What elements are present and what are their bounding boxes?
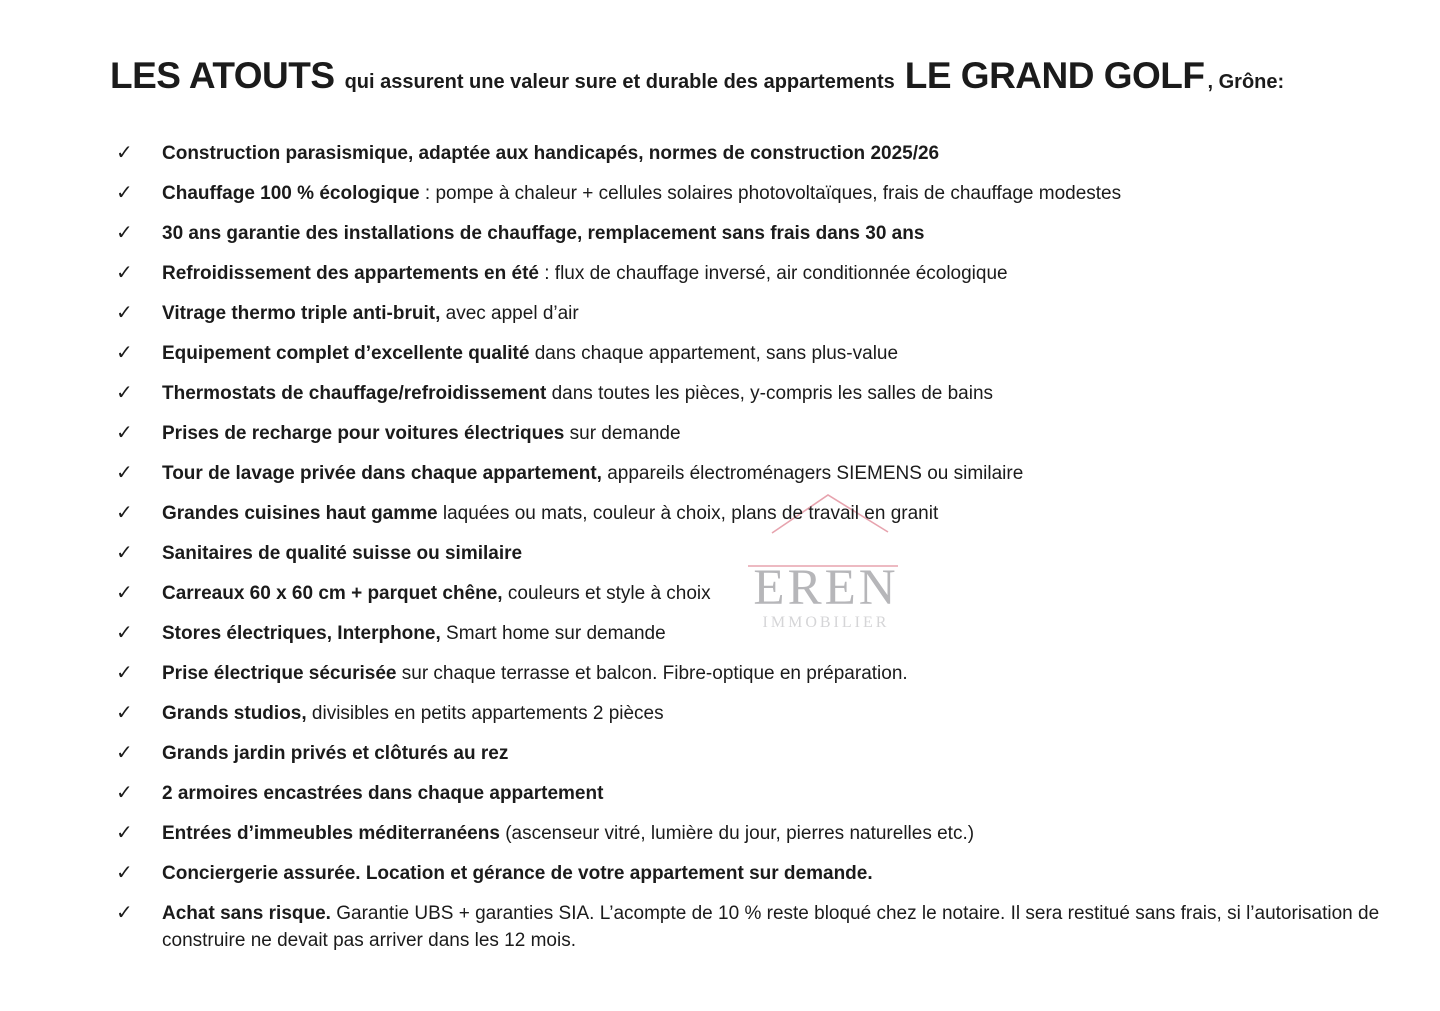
feature-bold-text: Grandes cuisines haut gamme (162, 503, 438, 524)
feature-item (110, 340, 1395, 367)
feature-bold-text: Carreaux 60 x 60 cm + parquet chêne, (162, 583, 503, 604)
feature-bold-text: Equipement complet d’excellente qualité (162, 343, 530, 364)
feature-regular-text: avec appel d’air (440, 303, 579, 324)
feature-item (110, 860, 1395, 887)
feature-bold-text: Entrées d’immeubles méditerranéens (162, 823, 500, 844)
feature-regular-text: Smart home sur demande (440, 623, 666, 644)
title-lead: LES ATOUTS (110, 55, 335, 96)
feature-bold-text: Refroidissement des appartements en été (162, 263, 539, 284)
title-project-name: LE GRAND GOLF (904, 55, 1205, 96)
title-location: , Grône: (1207, 71, 1285, 93)
feature-bold-text: Vitrage thermo triple anti-bruit, (162, 303, 441, 324)
features-list (110, 140, 1395, 954)
feature-bold-text: Construction parasismique, adaptée aux handicapés, normes de construction 2025/26 (162, 143, 940, 164)
feature-bold-text: 2 armoires encastrées dans chaque appartement (162, 783, 604, 804)
feature-item (110, 780, 1395, 807)
feature-item (110, 180, 1395, 207)
feature-item (110, 660, 1395, 687)
feature-item (110, 500, 1395, 527)
title-middle: qui assurent une valeur sure et durable des appartements (344, 71, 895, 93)
feature-item (110, 540, 1395, 567)
checkmark-icon: ✓ (116, 742, 133, 764)
feature-bold-text: Grands jardin privés et clôturés au rez (162, 743, 509, 764)
checkmark-icon: ✓ (116, 862, 133, 884)
checkmark-icon: ✓ (116, 822, 133, 844)
checkmark-icon: ✓ (116, 222, 133, 244)
feature-regular-text: dans toutes les pièces, y-compris les salles de bains (546, 383, 994, 404)
checkmark-icon: ✓ (116, 262, 133, 284)
feature-regular-text: couleurs et style à choix (502, 583, 711, 604)
feature-regular-text: (ascenseur vitré, lumière du jour, pierres naturelles etc.) (499, 823, 975, 844)
checkmark-icon: ✓ (116, 142, 133, 164)
feature-regular-text: appareils électroménagers SIEMENS ou similaire (601, 463, 1024, 484)
feature-regular-text: laquées ou mats, couleur à choix, plans de travail en granit (437, 503, 939, 524)
feature-bold-text: Prise électrique sécurisée (162, 663, 397, 684)
checkmark-icon: ✓ (116, 382, 133, 404)
checkmark-icon: ✓ (116, 582, 133, 604)
page-title (110, 55, 1440, 103)
feature-item (110, 820, 1395, 847)
feature-regular-text: dans chaque appartement, sans plus-value (529, 343, 899, 364)
feature-bold-text: Thermostats de chauffage/refroidissement (162, 383, 547, 404)
feature-item (110, 260, 1395, 287)
checkmark-icon: ✓ (116, 462, 133, 484)
feature-bold-text: 30 ans garantie des installations de chauffage, remplacement sans frais dans 30 ans (162, 223, 925, 244)
feature-regular-text: : flux de chauffage inversé, air conditionnée écologique (538, 263, 1008, 284)
feature-item (110, 380, 1395, 407)
feature-item (110, 900, 1395, 954)
feature-item (110, 140, 1395, 167)
checkmark-icon: ✓ (116, 782, 133, 804)
feature-item (110, 420, 1395, 447)
feature-bold-text: Chauffage 100 % écologique (162, 183, 420, 204)
feature-bold-text: Achat sans risque. (162, 903, 331, 924)
feature-regular-text: sur demande (564, 423, 681, 444)
checkmark-icon: ✓ (116, 302, 133, 324)
feature-bold-text: Conciergerie assurée. Location et gérance de votre appartement sur demande. (162, 863, 873, 884)
feature-bold-text: Stores électriques, Interphone, (162, 623, 441, 644)
feature-item (110, 580, 1395, 607)
checkmark-icon: ✓ (116, 702, 133, 724)
checkmark-icon: ✓ (116, 422, 133, 444)
feature-regular-text: sur chaque terrasse et balcon. Fibre-optique en préparation. (396, 663, 908, 684)
checkmark-icon: ✓ (116, 902, 133, 924)
watermark-name: EREN (753, 560, 899, 616)
feature-bold-text: Tour de lavage privée dans chaque appartement, (162, 463, 602, 484)
feature-bold-text: Grands studios, (162, 703, 307, 724)
checkmark-icon: ✓ (116, 182, 133, 204)
checkmark-icon: ✓ (116, 542, 133, 564)
feature-item (110, 220, 1395, 247)
checkmark-icon: ✓ (116, 622, 133, 644)
feature-item (110, 620, 1395, 647)
feature-item (110, 740, 1395, 767)
feature-regular-text: Garantie UBS + garanties SIA. L’acompte de 10 % reste bloqué chez le notaire. Il sera restitué sans frais, si l’autorisation de construire ne devait pas arriver dans les 12 mois. (162, 903, 1380, 951)
feature-regular-text: divisibles en petits appartements 2 pièces (306, 703, 664, 724)
checkmark-icon: ✓ (116, 342, 133, 364)
feature-item (110, 700, 1395, 727)
checkmark-icon: ✓ (116, 662, 133, 684)
feature-bold-text: Prises de recharge pour voitures électriques (162, 423, 565, 444)
feature-bold-text: Sanitaires de qualité suisse ou similaire (162, 543, 523, 564)
feature-regular-text: : pompe à chaleur + cellules solaires photovoltaïques, frais de chauffage modestes (419, 183, 1122, 204)
watermark-subtitle: IMMOBILIER (762, 614, 890, 631)
checkmark-icon: ✓ (116, 502, 133, 524)
feature-item (110, 460, 1395, 487)
feature-item (110, 300, 1395, 327)
